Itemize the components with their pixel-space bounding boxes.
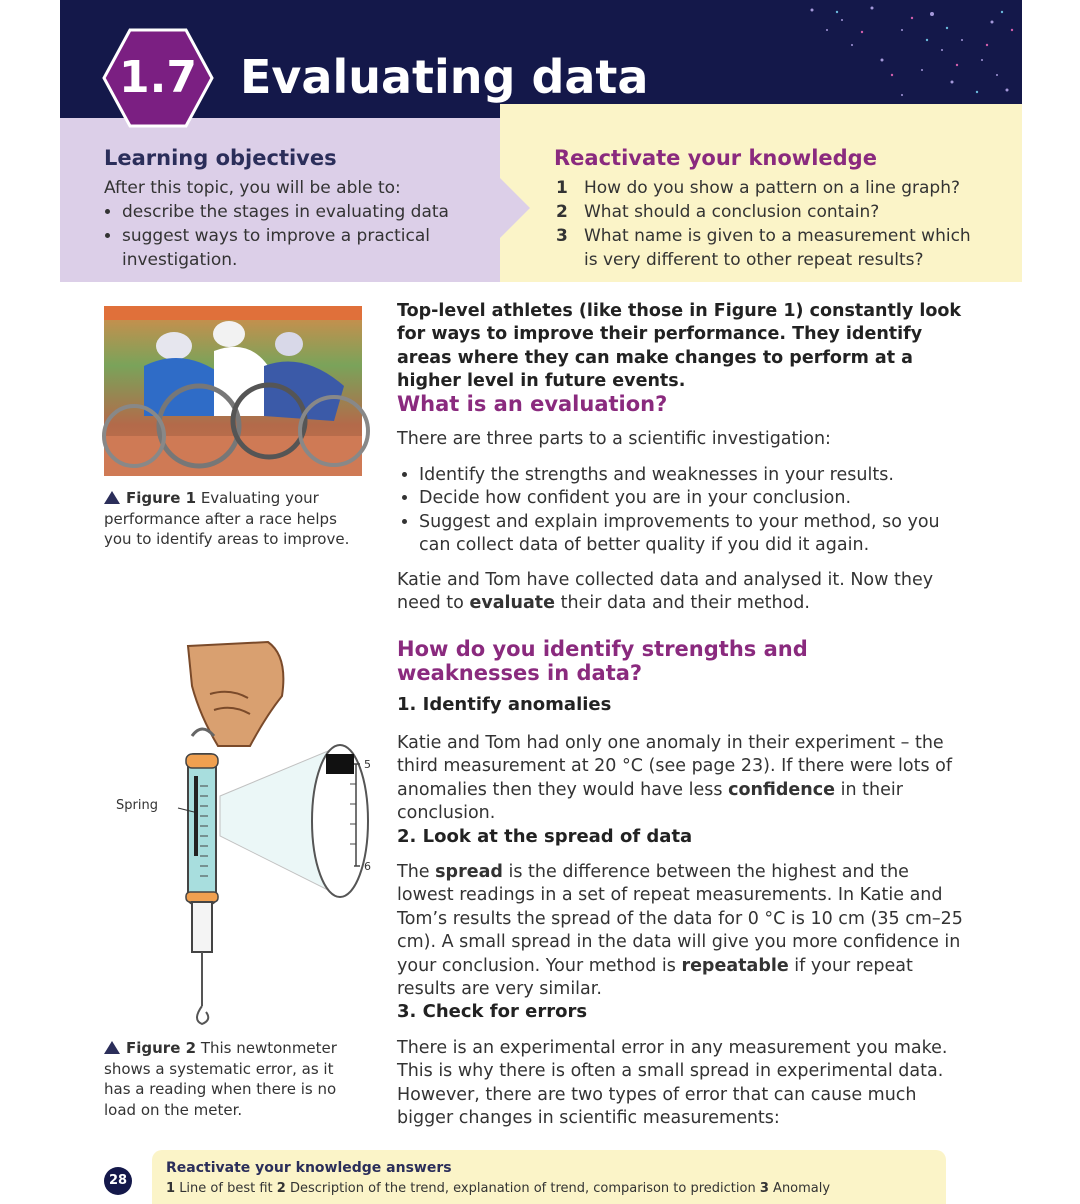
section2-heading: How do you identify strengths and weaknesses in data? [397, 637, 808, 685]
section-number: 1.7 [119, 52, 197, 103]
objectives-heading: Learning objectives [104, 146, 337, 170]
question-text: What name is given to a measurement which is very different to other repeat results? [584, 226, 971, 270]
newtonmeter-illustration [170, 636, 370, 1028]
subheading-anomalies: 1. Identify anomalies [397, 694, 612, 715]
para-text: their data and their method. [560, 593, 810, 614]
question-number: 3 [556, 226, 568, 246]
answers-heading: Reactivate your knowledge answers [166, 1160, 452, 1176]
anomalies-paragraph [397, 732, 967, 826]
question-row [556, 176, 986, 200]
learning-objectives-box [60, 118, 500, 282]
section1-heading: What is an evaluation? [397, 392, 668, 416]
reactivate-questions [556, 176, 986, 272]
reactivate-heading: Reactivate your knowledge [554, 146, 877, 170]
section1-lead: There are three parts to a scientific investigation: [397, 429, 831, 449]
question-row [556, 200, 986, 224]
figure2-caption [104, 1038, 364, 1120]
question-number: 1 [556, 178, 568, 198]
intro-paragraph: Top-level athletes (like those in Figure 1) constantly look for ways to improve their performance. They identify areas where they can make changes to perform at a higher level in future events. [397, 301, 962, 392]
reactivate-knowledge-box [500, 104, 1022, 282]
spring-label: Spring [116, 798, 158, 813]
answer-text: Line of best fit [179, 1181, 273, 1196]
para-text: The [397, 862, 430, 882]
triangle-icon [104, 1041, 120, 1054]
para-text: is the difference between the highest and the lowest readings in a set of repeat measurements. In Katie and Tom’s results the spread of the data for 0 °C is 10 cm (35 cm–25 cm). A small spread in the data will give you more confidence in your conclusion. Your method is [397, 862, 963, 976]
objectives-list [104, 200, 464, 272]
objectives-intro: After this topic, you will be able to: [104, 178, 401, 198]
errors-paragraph: There is an experimental error in any measurement you make. This is why there is often a small spread in experimental data. However, there are two types of error that can cause much bigger changes in scientific measurements: [397, 1038, 948, 1129]
answers-footer [152, 1150, 946, 1204]
question-row [556, 224, 986, 272]
answer-number: 2 [276, 1181, 286, 1196]
answer-number: 3 [759, 1181, 769, 1196]
question-text: What should a conclusion contain? [584, 202, 880, 222]
section-number-badge [102, 28, 214, 128]
spread-paragraph [397, 861, 967, 1001]
figure1-caption [104, 488, 364, 550]
para-bold: repeatable [681, 955, 789, 976]
sparkle-decoration [782, 0, 1022, 118]
para-text: if your repeat results are very similar. [397, 955, 913, 1000]
question-number: 2 [556, 202, 568, 222]
triangle-icon [104, 491, 120, 504]
subheading-spread: 2. Look at the spread of data [397, 826, 693, 847]
page-number: 28 [104, 1167, 132, 1195]
question-text: How do you show a pattern on a line graph? [584, 178, 961, 198]
para-bold: spread [435, 862, 503, 882]
figure1-label: Figure 1 [126, 489, 197, 507]
section1-bullets [397, 464, 967, 558]
scale-mark-top: 5 [364, 758, 371, 771]
answer-text: Description of the trend, explanation of trend, comparison to prediction [289, 1181, 756, 1196]
para-bold: confidence [728, 779, 836, 800]
page-title: Evaluating data [240, 50, 649, 104]
figure1-photo [104, 306, 362, 476]
para-bold: evaluate [469, 593, 556, 614]
scale-mark-bottom: 6 [364, 860, 371, 873]
para-text: in their conclusion. [397, 779, 903, 824]
answer-number: 1 [166, 1181, 176, 1196]
figure2-label: Figure 2 [126, 1039, 197, 1057]
objectives-text [104, 176, 464, 272]
figure2-caption-text: This newtonmeter shows a systematic error, as it has a reading when there is no load on the meter. [104, 1039, 337, 1119]
bullet-item: • Suggest and explain improvements to your method, so you can collect data of better quality if you did it again. [419, 511, 967, 558]
para-text: Katie and Tom have collected data and analysed it. Now they need to [397, 570, 934, 614]
answers-text [166, 1181, 830, 1196]
figure1-caption-text: Evaluating your performance after a race helps you to identify areas to improve. [104, 489, 350, 548]
textbook-page [60, 0, 1022, 1204]
objectives-arrow [500, 178, 530, 238]
para-text: Katie and Tom had only one anomaly in their experiment – the third measurement at 20 °C (see page 23). If there were lots of anomalies then they would have less [397, 733, 953, 800]
answer-text: Anomaly [773, 1181, 831, 1196]
bullet-item: • Identify the strengths and weaknesses in your results. [419, 464, 967, 487]
bullet-item: • Decide how confident you are in your conclusion. [419, 487, 967, 510]
subheading-errors: 3. Check for errors [397, 1001, 588, 1022]
section1-paragraph [397, 569, 967, 616]
objective-item: • suggest ways to improve a practical investigation. [122, 224, 464, 272]
objective-item: • describe the stages in evaluating data [122, 200, 464, 224]
